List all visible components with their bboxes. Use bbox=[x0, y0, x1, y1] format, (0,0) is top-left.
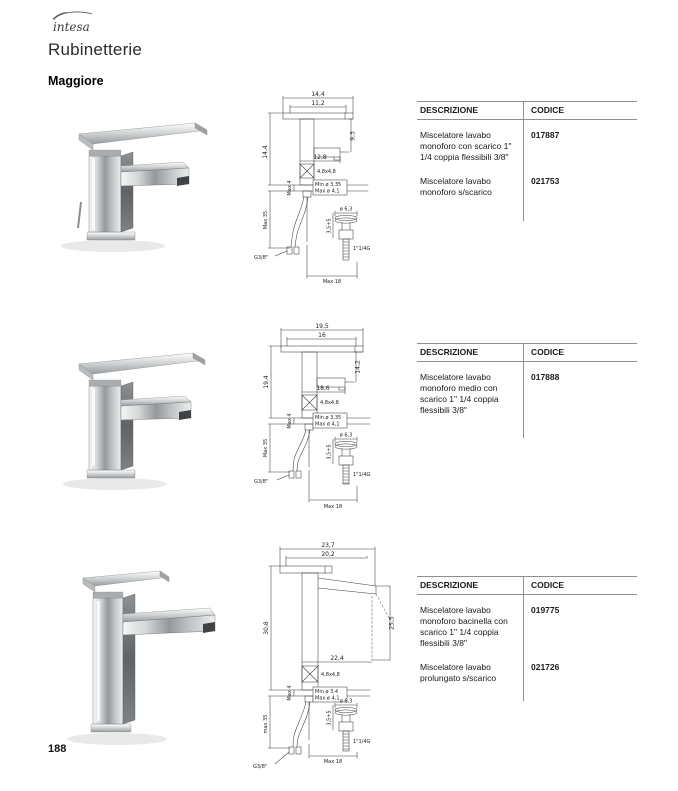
dim-hole-max: Max ø 4,1 bbox=[315, 695, 340, 702]
technical-drawing-monoforo-medio bbox=[250, 322, 415, 517]
supply-hoses bbox=[254, 424, 310, 485]
product-code: 017887 bbox=[531, 130, 560, 141]
dim-inner-width: 16 bbox=[318, 332, 326, 339]
page-number: 188 bbox=[48, 743, 67, 755]
product-description: Miscelatore lavabo monoforo con scarico 1" 1/4 coppia flessibili 3/8" bbox=[420, 130, 512, 163]
dim-hose-length: max 35 bbox=[263, 714, 269, 734]
dim-hole-max: Max ø 4,1 bbox=[315, 188, 340, 195]
spec-table bbox=[417, 576, 637, 701]
column-header-descrizione: DESCRIZIONE bbox=[420, 105, 479, 115]
faucet-render bbox=[63, 353, 205, 490]
faucet-render bbox=[67, 571, 215, 745]
dim-spout-height: 14,2 bbox=[354, 360, 362, 374]
dim-hose-length: Max 35 bbox=[263, 438, 269, 458]
product-code: 021753 bbox=[531, 176, 560, 187]
table-row bbox=[417, 602, 637, 652]
dim-inner-width: 20,2 bbox=[321, 551, 335, 558]
technical-drawing-bacinella bbox=[250, 540, 415, 785]
product-row-bacinella bbox=[40, 538, 640, 788]
column-header-codice: CODICE bbox=[531, 105, 565, 115]
dim-body-height: 14,4 bbox=[262, 145, 269, 159]
dim-hole-min: Min ø 3,35 bbox=[315, 182, 342, 188]
deck-and-hole bbox=[280, 180, 368, 197]
brand-name: intesa bbox=[53, 20, 90, 34]
intesa-logo bbox=[46, 10, 100, 41]
table-column-divider bbox=[523, 101, 524, 221]
dim-drain-thread: 1"1/4G bbox=[353, 472, 371, 478]
dim-drain-reach: Max 18 bbox=[323, 759, 343, 765]
dimension-heights bbox=[262, 113, 357, 185]
table-row bbox=[417, 173, 637, 201]
product-row-monoforo bbox=[40, 88, 640, 313]
dim-spout-height: 9,3 bbox=[349, 131, 357, 141]
dim-spout-height: 25,5 bbox=[388, 616, 396, 630]
dim-deck-thickness: Max 4 bbox=[287, 413, 293, 429]
dim-hole-max: Max ø 4,1 bbox=[315, 421, 340, 428]
spec-table bbox=[417, 101, 637, 221]
column-header-descrizione: DESCRIZIONE bbox=[420, 347, 479, 357]
drain-assembly bbox=[327, 433, 371, 485]
dim-deck-thickness: Max 4 bbox=[287, 685, 293, 701]
dimension-drain-reach bbox=[309, 744, 357, 765]
dim-spout-reach: 22,4 bbox=[330, 655, 344, 662]
dim-base-section: 4,8x4,8 bbox=[317, 169, 336, 175]
drain-assembly bbox=[327, 699, 371, 752]
dim-spout-reach: 18,6 bbox=[316, 385, 330, 392]
spec-table bbox=[417, 343, 637, 438]
series-title: Maggiore bbox=[48, 74, 104, 88]
page-title: Rubinetterie bbox=[48, 40, 143, 59]
dim-total-width: 23,7 bbox=[321, 542, 335, 549]
table-row bbox=[417, 659, 637, 687]
column-header-descrizione: DESCRIZIONE bbox=[420, 580, 479, 590]
dimension-drain-reach bbox=[309, 470, 357, 510]
dim-deck-thickness: Max 4 bbox=[287, 180, 293, 196]
dim-spout-reach: 12,8 bbox=[313, 154, 327, 161]
technical-drawing-monoforo bbox=[250, 90, 415, 310]
dim-drain-thread: 1"1/4G bbox=[353, 246, 371, 252]
faucet-photo-monoforo bbox=[45, 106, 240, 266]
product-description: Miscelatore lavabo prolungato s/scarico bbox=[420, 662, 497, 684]
product-code: 017888 bbox=[531, 372, 560, 383]
dim-drain-reach: Max 18 bbox=[323, 504, 343, 510]
dim-drain-reach: Max 18 bbox=[322, 279, 342, 285]
dimension-drain-reach bbox=[307, 245, 357, 285]
dimension-spout-reach bbox=[302, 655, 372, 662]
table-row bbox=[417, 127, 637, 166]
drain-assembly bbox=[327, 207, 371, 261]
dim-base-section: 4,8x4,8 bbox=[321, 672, 340, 678]
faucet-photo-monoforo-medio bbox=[45, 338, 240, 503]
product-code: 021726 bbox=[531, 662, 560, 673]
product-description: Miscelatore lavabo monoforo bacinella con scarico 1" 1/4 coppia flessibili 3/8" bbox=[420, 605, 508, 649]
dim-total-width: 19,5 bbox=[315, 323, 329, 330]
dimension-top-width bbox=[281, 323, 363, 346]
dim-inlet-thread: G3/8" bbox=[254, 479, 269, 485]
product-code: 019775 bbox=[531, 605, 560, 616]
dim-drain-height: 3,5+5 bbox=[326, 710, 333, 726]
table-column-divider bbox=[523, 576, 524, 701]
dim-inlet-thread: G3/8" bbox=[254, 255, 269, 261]
dimension-spout-reach bbox=[302, 385, 345, 394]
dimension-top-width bbox=[283, 91, 353, 113]
deck-and-hole bbox=[278, 685, 370, 702]
product-description: Miscelatore lavabo monoforo medio con scarico 1" 1/4 coppia flessibili 3/8" bbox=[420, 372, 499, 416]
column-header-codice: CODICE bbox=[531, 347, 565, 357]
product-row-monoforo-medio bbox=[40, 320, 640, 520]
dim-body-height: 30,8 bbox=[263, 621, 270, 635]
faucet-render bbox=[61, 123, 207, 252]
column-header-codice: CODICE bbox=[531, 580, 565, 590]
dim-drain-height: 3,5+5 bbox=[326, 218, 333, 234]
base-cross-section bbox=[302, 666, 340, 682]
product-description: Miscelatore lavabo monoforo s/scarico bbox=[420, 176, 492, 198]
dim-drain-diameter: ø 6,3 bbox=[339, 698, 353, 705]
dim-inlet-thread: G3/8" bbox=[253, 764, 268, 770]
dim-base-section: 4,8x4,8 bbox=[320, 400, 339, 406]
dim-hose-length: Max 35 bbox=[263, 210, 269, 230]
dim-total-width: 14,4 bbox=[311, 91, 325, 98]
deck-and-hole bbox=[278, 413, 370, 430]
dimension-heights bbox=[263, 346, 363, 418]
dim-hole-min: Min ø 3,35 bbox=[315, 415, 342, 421]
supply-hoses bbox=[254, 191, 308, 261]
dim-body-height: 19,4 bbox=[263, 375, 270, 389]
faucet-photo-bacinella bbox=[45, 556, 235, 756]
dim-inner-width: 11,2 bbox=[311, 100, 325, 107]
table-row bbox=[417, 369, 637, 419]
dim-drain-height: 3,5+5 bbox=[326, 444, 333, 460]
dim-drain-thread: 1"1/4G bbox=[353, 739, 371, 745]
table-column-divider bbox=[523, 343, 524, 438]
base-cross-section bbox=[300, 164, 336, 178]
dim-hole-min: Min ø 3,4 bbox=[315, 689, 339, 695]
dim-drain-diameter: ø 6,3 bbox=[339, 432, 353, 439]
supply-hoses bbox=[253, 696, 310, 770]
base-cross-section bbox=[302, 395, 339, 410]
dim-drain-diameter: ø 6,3 bbox=[339, 206, 353, 213]
